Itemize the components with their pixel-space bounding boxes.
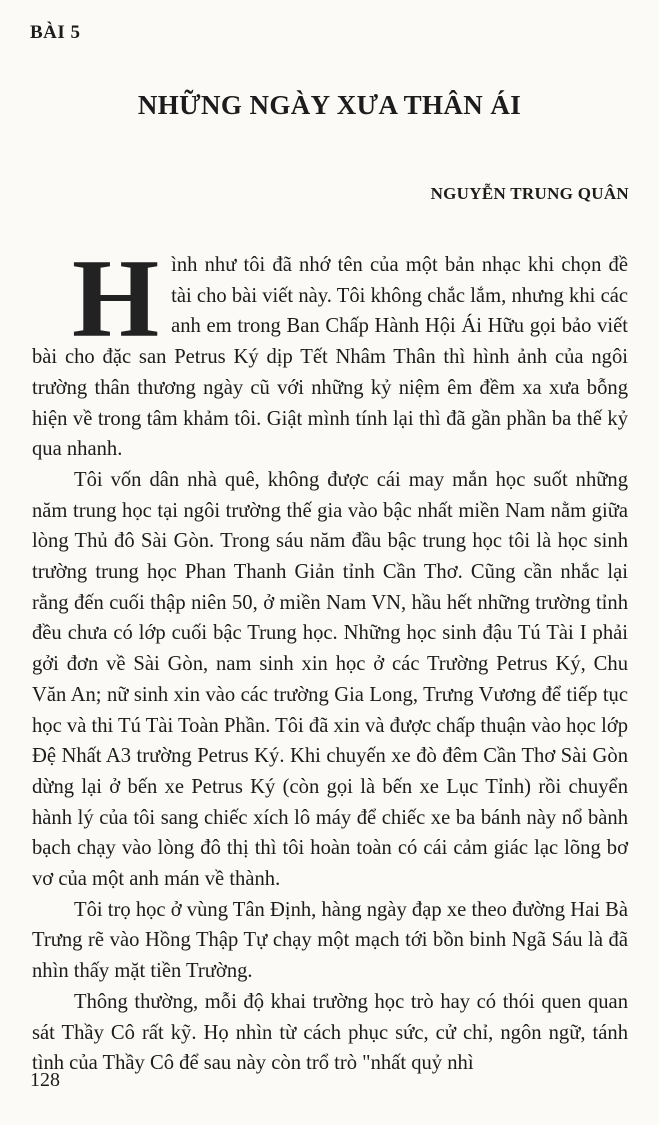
paragraph-4: Thông thường, mỗi độ khai trường học trò hay có thói quen quan sát Thầy Cô rất kỹ. Họ nhìn từ cách phục sức, cử chỉ, ngôn ngữ, tánh tình của Thầy Cô để sau này còn trổ trò "nhất quỷ nhì xyxy=(32,990,628,1075)
page-number: 128 xyxy=(30,1069,60,1091)
page-title: NHỮNG NGÀY XƯA THÂN ÁI xyxy=(137,90,522,120)
paragraph-2: Tôi vốn dân nhà quê, không được cái may mắn học suốt những năm trung học tại ngôi trường thế gia vào bậc nhất miền Nam nằm giữa lòng Thủ đô Sài Gòn. Trong sáu năm đầu bậc trung học tôi là học sinh trường trung học Phan Thanh Giản tỉnh Cần Thơ. Cũng cần nhắc lại rằng đến cuối thập niên 50, ở miền Nam VN, hầu hết những trường tỉnh đều chưa có lớp cuối bậc Trung học. Những học sinh đậu Tú Tài I phải gởi đơn về Sài Gòn, nam sinh xin học ở các Trường Petrus Ký, Chu Văn An; nữ sinh xin vào các trường Gia Long, Trưng Vương để tiếp tục học và thi Tú Tài Toàn Phần. Tôi đã xin và được chấp thuận vào học lớp Đệ Nhất A3 trường Petrus Ký. Khi chuyến xe đò đêm Cần Thơ Sài Gòn dừng lại ở bến xe Petrus Ký (còn gọi là bến xe Lục Tỉnh) rồi chuyển hành lý của tôi sang chiếc xích lô máy để chiếc xe ba bánh này nổ bành bạch chạy vào lòng đô thị thì tôi hoàn toàn có cái cảm giác lạc lõng bơ vơ của một anh mán về thành. xyxy=(32,468,628,891)
author-name: NGUYỄN TRUNG QUÂN xyxy=(430,184,629,203)
lesson-label: BÀI 5 xyxy=(30,22,81,43)
paragraph-1 xyxy=(32,237,628,465)
drop-cap: H xyxy=(72,237,160,361)
paragraph-1-text: ình như tôi đã nhớ tên của một bản nhạc khi chọn đề tài cho bài viết này. Tôi không chắc lắm, nhưng khi các anh em trong Ban Chấp Hành Hội Ái Hữu gọi bảo viết bài cho đặc san Petrus Ký dịp Tết Nhâm Thân thì hình ảnh của ngôi trường thân thương ngày cũ với những kỷ niệm êm đềm xa xưa bỗng hiện về trong tâm khảm tôi. Giật mình tính lại thì đã gần phần ba thế kỷ qua nhanh. xyxy=(32,254,628,461)
article-body xyxy=(32,237,628,1079)
paragraph-3: Tôi trọ học ở vùng Tân Định, hàng ngày đạp xe theo đường Hai Bà Trưng rẽ vào Hồng Thập Tự chạy một mạch tới bồn binh Ngã Sáu là đã nhìn thấy mặt tiền Trường. xyxy=(32,898,628,983)
